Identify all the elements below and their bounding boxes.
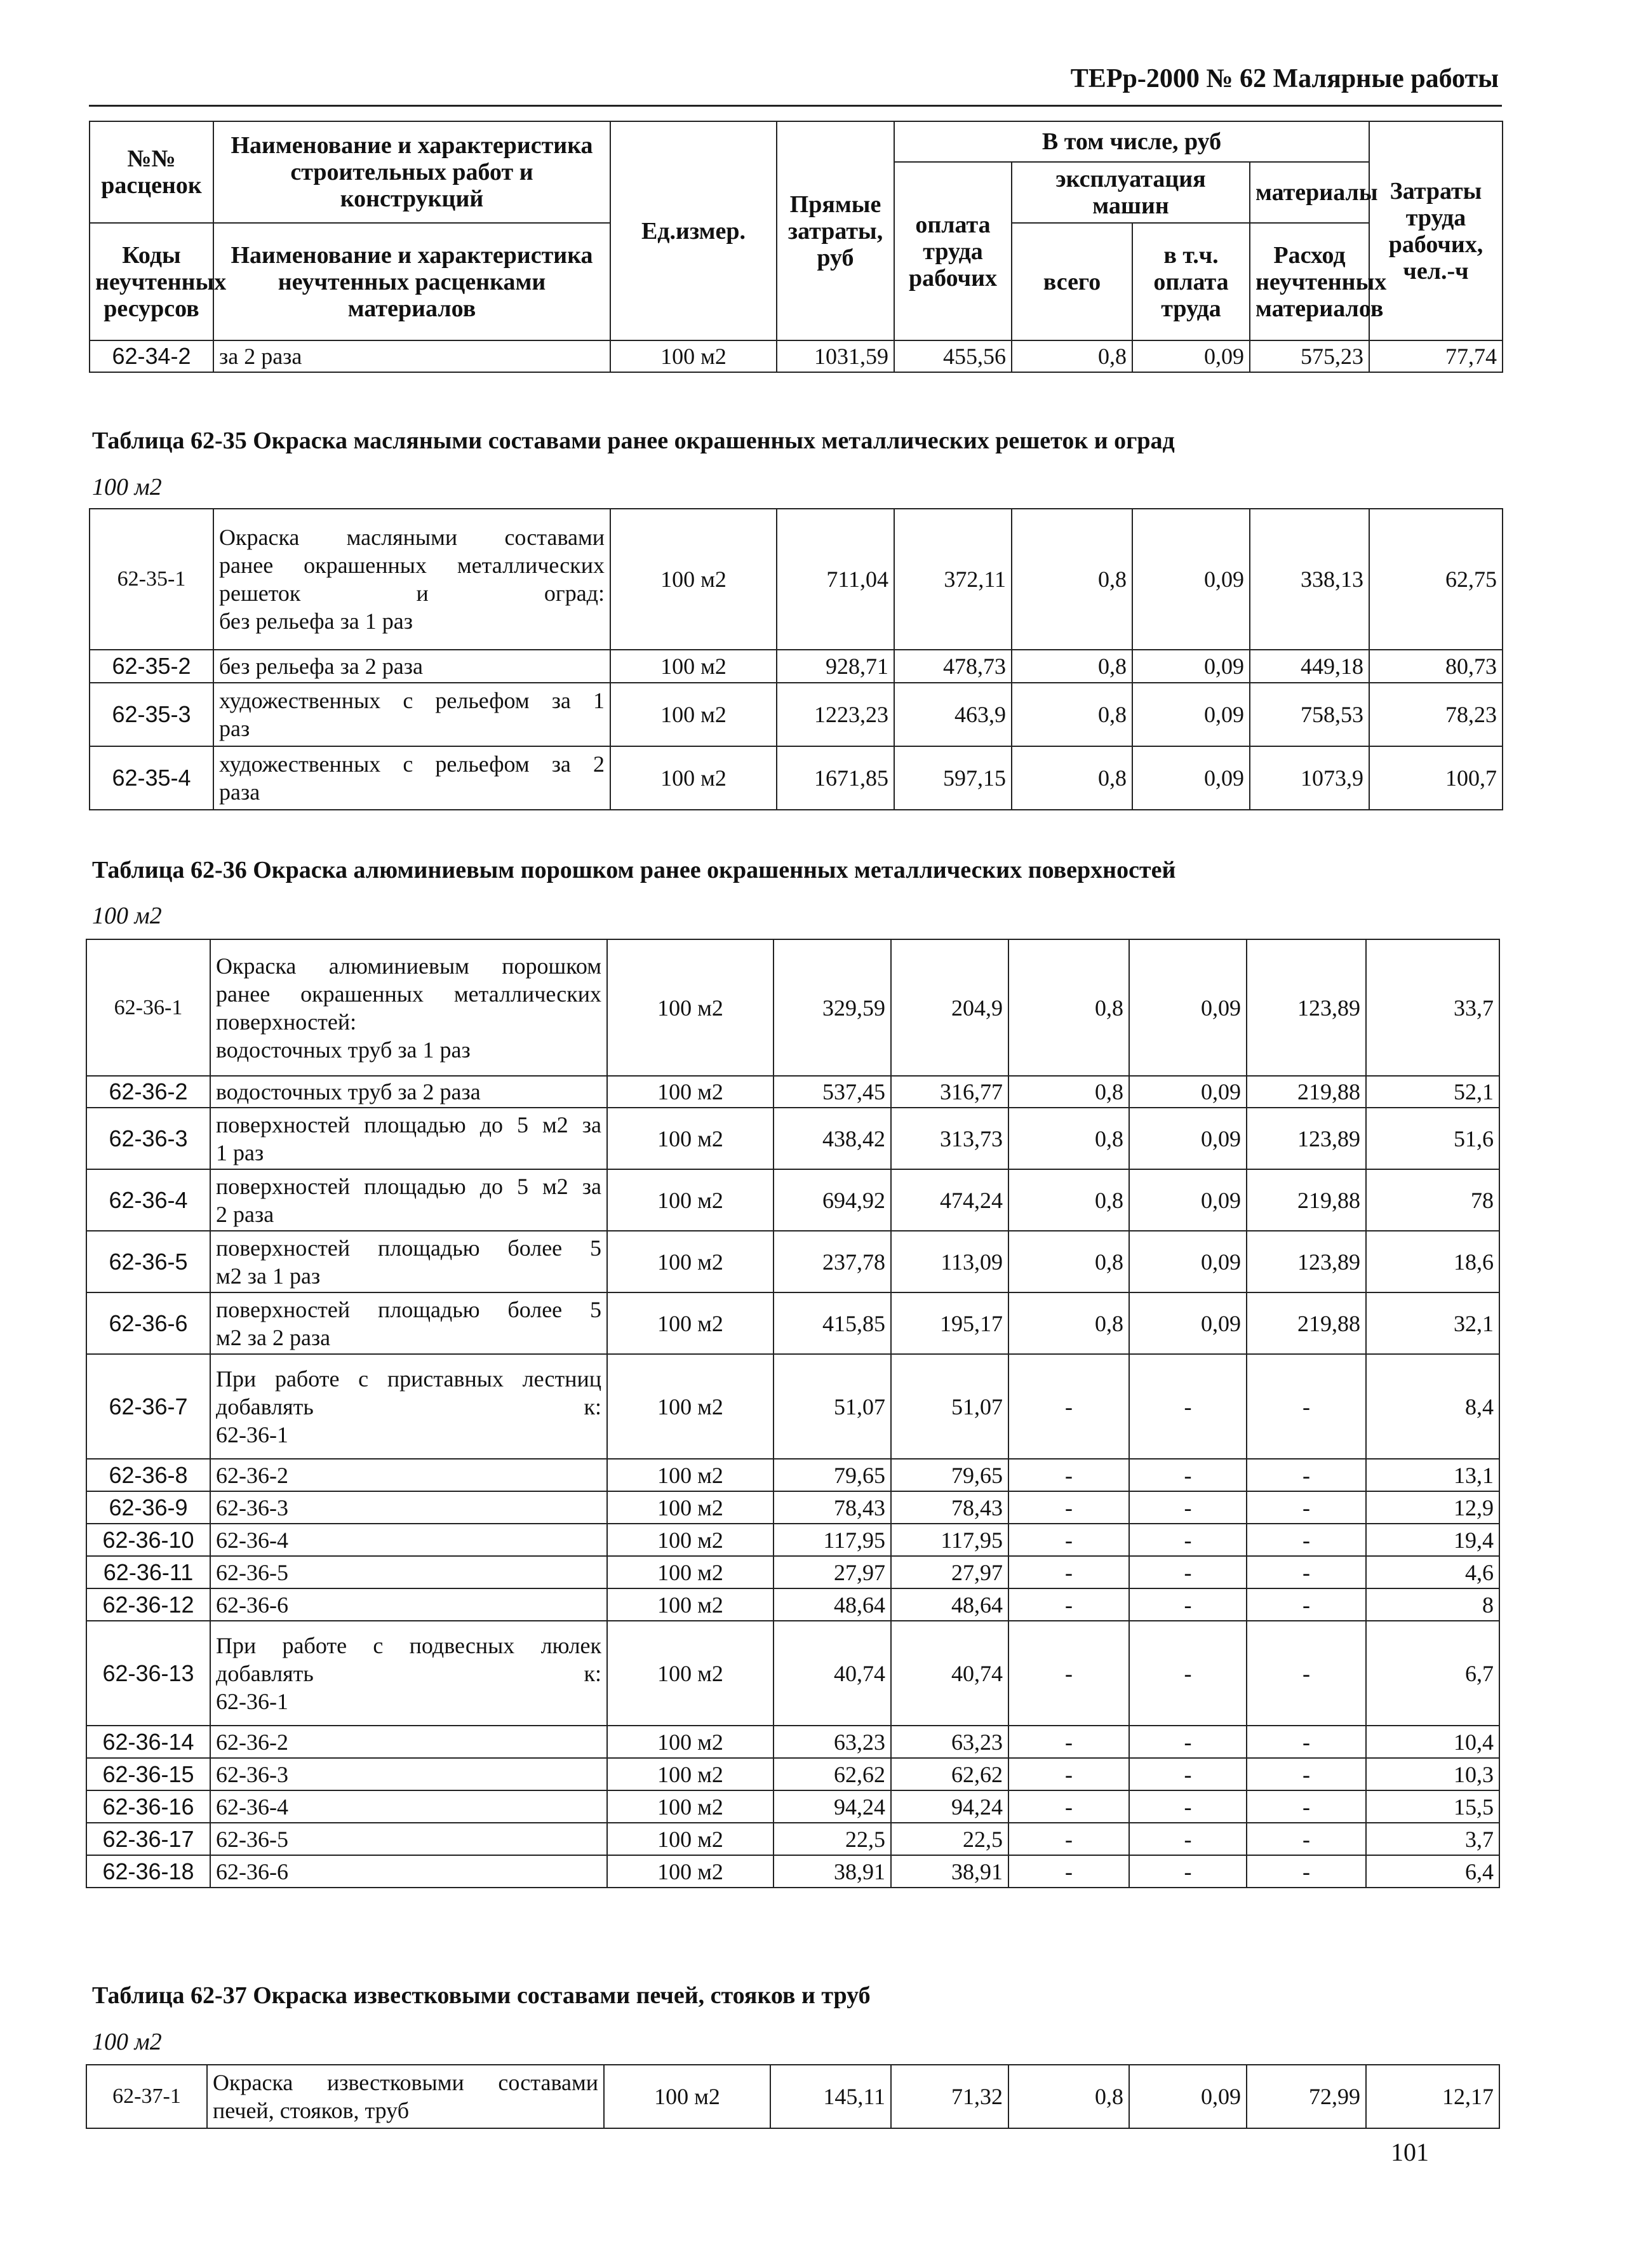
header-table [89,121,1503,373]
row-code: 62-36-11 [86,1556,210,1588]
row-unit: 100 м2 [607,1524,773,1556]
col-materials: материалы [1250,162,1369,223]
row-direct: 62,62 [773,1758,891,1790]
table-row [90,509,1503,650]
row-direct: 329,59 [773,939,891,1076]
table-35 [89,508,1503,810]
page-number: 101 [1391,2138,1429,2166]
row-mach-pay: 0,09 [1129,1076,1247,1108]
row-hours: 12,9 [1366,1491,1499,1524]
row-name: без рельефа за 2 раза [213,650,610,683]
header-rule [89,105,1502,107]
table-row [86,1108,1499,1169]
row-unit: 100 м2 [607,1790,773,1823]
row-labor: 51,07 [891,1354,1008,1459]
row-unit: 100 м2 [610,683,777,746]
row-mach: - [1008,1823,1129,1855]
row-unit: 100 м2 [607,1292,773,1354]
row-labor: 38,91 [891,1855,1008,1888]
row-name: При работе с приставных лестниц добавлять к: 62-36-1 [210,1354,607,1459]
row-mach: 0,8 [1008,1292,1129,1354]
row-direct: 145,11 [770,2065,891,2128]
table-36-caption: Таблица 62-36 Окраска алюминиевым порошком ранее окрашенных металлических поверхностей [92,857,1176,883]
col-unaccounted: Расход неучтенных материалов [1250,223,1369,340]
table-35-units: 100 м2 [92,474,162,500]
table-row [86,1491,1499,1524]
row-mat: 338,13 [1250,509,1369,650]
table-37-caption: Таблица 62-37 Окраска известковыми составами печей, стояков и труб [92,1982,871,2009]
row-mach-pay: 0,09 [1132,746,1250,810]
row-code: 62-36-3 [86,1108,210,1169]
row-hours: 33,7 [1366,939,1499,1076]
row-unit: 100 м2 [607,1758,773,1790]
row-mach: 0,8 [1008,1076,1129,1108]
row-mat: - [1247,1823,1366,1855]
row-code: 62-35-3 [90,683,213,746]
row-name: Окраска известковыми составами печей, стояков, труб [207,2065,604,2128]
row-hours: 6,4 [1366,1855,1499,1888]
row-mach-pay: 0,09 [1129,1231,1247,1292]
row-unit: 100 м2 [607,1621,773,1726]
row-mach: 0,8 [1012,650,1132,683]
row-name: 62-36-6 [210,1588,607,1621]
row-code: 62-36-6 [86,1292,210,1354]
row-mat: - [1247,1758,1366,1790]
row-hours: 32,1 [1366,1292,1499,1354]
row-code: 62-36-17 [86,1823,210,1855]
table-row [86,1823,1499,1855]
row-labor: 40,74 [891,1621,1008,1726]
row-direct: 1671,85 [777,746,894,810]
row-mach: - [1008,1491,1129,1524]
row-hours: 78,23 [1369,683,1503,746]
row-direct: 694,92 [773,1169,891,1231]
row-labor: 316,77 [891,1076,1008,1108]
row-hours: 51,6 [1366,1108,1499,1169]
table-36 [86,939,1500,1888]
row-mat: 72,99 [1247,2065,1366,2128]
row-direct: 40,74 [773,1621,891,1726]
row-mach-pay: - [1129,1459,1247,1491]
row-mat: 219,88 [1247,1292,1366,1354]
row-mat: - [1247,1459,1366,1491]
row-mat: - [1247,1556,1366,1588]
row-mach-pay: - [1129,1556,1247,1588]
row-hours: 4,6 [1366,1556,1499,1588]
row-labor: 63,23 [891,1726,1008,1758]
row-name: водосточных труб за 2 раза [210,1076,607,1108]
col-machines-total: всего [1012,223,1132,340]
row-name: художественных с рельефом за 1 раз [213,683,610,746]
row-unit: 100 м2 [607,1169,773,1231]
row-unit: 100 м2 [610,340,777,372]
col-name-bottom: Наименование и характеристика неучтенных расценками материалов [213,223,610,340]
col-including: В том числе, руб [894,121,1369,162]
row-direct: 1223,23 [777,683,894,746]
row-code: 62-36-13 [86,1621,210,1726]
row-unit: 100 м2 [604,2065,770,2128]
row-code: 62-36-1 [86,939,210,1076]
row-unit: 100 м2 [607,1855,773,1888]
row-mach: - [1008,1621,1129,1726]
table-row [86,1524,1499,1556]
table-row [86,1790,1499,1823]
row-labor: 313,73 [891,1108,1008,1169]
row-direct: 1031,59 [777,340,894,372]
row-direct: 78,43 [773,1491,891,1524]
table-row [90,683,1503,746]
row-labor: 204,9 [891,939,1008,1076]
row-mach: 0,8 [1008,1108,1129,1169]
table-row [86,1459,1499,1491]
row-mach-pay: - [1129,1621,1247,1726]
table-row [86,1556,1499,1588]
row-mach: - [1008,1556,1129,1588]
row-direct: 711,04 [777,509,894,650]
row-hours: 10,3 [1366,1758,1499,1790]
row-direct: 237,78 [773,1231,891,1292]
row-name: 62-36-3 [210,1758,607,1790]
table-row [86,1855,1499,1888]
row-labor: 94,24 [891,1790,1008,1823]
table-row [86,1354,1499,1459]
row-code: 62-36-7 [86,1354,210,1459]
row-name: При работе с подвесных люлек добавлять к: 62-36-1 [210,1621,607,1726]
row-unit: 100 м2 [607,939,773,1076]
row-hours: 3,7 [1366,1823,1499,1855]
row-labor: 27,97 [891,1556,1008,1588]
table-row [86,1231,1499,1292]
row-code: 62-36-2 [86,1076,210,1108]
row-code: 62-35-2 [90,650,213,683]
row-mach: - [1008,1726,1129,1758]
row-mach-pay: - [1129,1491,1247,1524]
row-hours: 19,4 [1366,1524,1499,1556]
row-unit: 100 м2 [610,650,777,683]
row-labor: 455,56 [894,340,1012,372]
row-name: поверхностей площадью более 5 м2 за 2 раза [210,1292,607,1354]
row-labor: 71,32 [891,2065,1008,2128]
row-code: 62-36-10 [86,1524,210,1556]
row-mat: 575,23 [1250,340,1369,372]
row-labor: 478,73 [894,650,1012,683]
table-row [86,1621,1499,1726]
table-row [90,650,1503,683]
row-labor: 79,65 [891,1459,1008,1491]
row-direct: 51,07 [773,1354,891,1459]
table-row [86,1758,1499,1790]
row-mat: - [1247,1491,1366,1524]
row-direct: 438,42 [773,1108,891,1169]
row-hours: 100,7 [1369,746,1503,810]
table-row [86,1292,1499,1354]
col-labor-cost: Затраты труда рабочих, чел.-ч [1369,121,1503,340]
row-direct: 928,71 [777,650,894,683]
row-mach: 0,8 [1012,340,1132,372]
row-code: 62-36-18 [86,1855,210,1888]
row-code: 62-36-14 [86,1726,210,1758]
col-name-top: Наименование и характеристика строительных работ и конструкций [213,121,610,223]
row-hours: 78 [1366,1169,1499,1231]
row-direct: 63,23 [773,1726,891,1758]
row-mach-pay: 0,09 [1129,1108,1247,1169]
row-unit: 100 м2 [607,1588,773,1621]
row-mach-pay: 0,09 [1132,509,1250,650]
table-row [86,1076,1499,1108]
row-labor: 474,24 [891,1169,1008,1231]
row-hours: 13,1 [1366,1459,1499,1491]
row-labor: 113,09 [891,1231,1008,1292]
row-unit: 100 м2 [610,509,777,650]
table-37-units: 100 м2 [92,2029,162,2055]
row-mach: - [1008,1354,1129,1459]
row-unit: 100 м2 [607,1108,773,1169]
row-name: 62-36-4 [210,1524,607,1556]
row-unit: 100 м2 [610,746,777,810]
row-labor: 372,11 [894,509,1012,650]
row-name: Окраска масляными составами ранее окрашенных металлических решеток и оград: без рельефа за 1 раз [213,509,610,650]
row-mat: 123,89 [1247,1108,1366,1169]
row-mach: - [1008,1855,1129,1888]
row-unit: 100 м2 [607,1354,773,1459]
row-mach: 0,8 [1012,509,1132,650]
col-code-bottom: Коды неучтенных ресурсов [90,223,213,340]
row-mat: - [1247,1354,1366,1459]
row-direct: 22,5 [773,1823,891,1855]
row-code: 62-36-12 [86,1588,210,1621]
row-name: 62-36-5 [210,1823,607,1855]
row-mach: - [1008,1524,1129,1556]
row-hours: 80,73 [1369,650,1503,683]
row-code: 62-36-15 [86,1758,210,1790]
row-labor: 597,15 [894,746,1012,810]
row-mat: 219,88 [1247,1169,1366,1231]
row-name: 62-36-2 [210,1726,607,1758]
row-mach: 0,8 [1008,2065,1129,2128]
row-labor: 62,62 [891,1758,1008,1790]
row-labor: 78,43 [891,1491,1008,1524]
table-37 [86,2064,1500,2129]
row-name: Окраска алюминиевым порошком ранее окрашенных металлических поверхностей: водосточных труб за 1 раз [210,939,607,1076]
row-unit: 100 м2 [607,1459,773,1491]
col-machines-pay: в т.ч. оплата труда [1132,223,1250,340]
row-mach-pay: - [1129,1726,1247,1758]
row-hours: 18,6 [1366,1231,1499,1292]
row-name: 62-36-2 [210,1459,607,1491]
table-36-units: 100 м2 [92,903,162,929]
row-hours: 8 [1366,1588,1499,1621]
row-labor: 48,64 [891,1588,1008,1621]
row-hours: 15,5 [1366,1790,1499,1823]
col-direct: Прямые затраты, руб [777,121,894,340]
row-direct: 415,85 [773,1292,891,1354]
row-mach-pay: 0,09 [1132,650,1250,683]
row-direct: 27,97 [773,1556,891,1588]
row-mat: 758,53 [1250,683,1369,746]
row-direct: 94,24 [773,1790,891,1823]
table-row [86,1726,1499,1758]
row-mach-pay: 0,09 [1129,1169,1247,1231]
row-code: 62-35-4 [90,746,213,810]
row-mach: - [1008,1758,1129,1790]
row-hours: 10,4 [1366,1726,1499,1758]
row-mat: - [1247,1588,1366,1621]
row-direct: 79,65 [773,1459,891,1491]
row-labor: 117,95 [891,1524,1008,1556]
row-mat: - [1247,1621,1366,1726]
row-direct: 537,45 [773,1076,891,1108]
row-unit: 100 м2 [607,1823,773,1855]
col-code-top: №№ расценок [90,121,213,223]
row-name: 62-36-4 [210,1790,607,1823]
row-name: за 2 раза [213,340,610,372]
row-code: 62-36-8 [86,1459,210,1491]
row-unit: 100 м2 [607,1491,773,1524]
row-labor: 195,17 [891,1292,1008,1354]
row-unit: 100 м2 [607,1231,773,1292]
row-code: 62-36-5 [86,1231,210,1292]
row-direct: 38,91 [773,1855,891,1888]
row-direct: 48,64 [773,1588,891,1621]
row-mach-pay: - [1129,1354,1247,1459]
row-mach: 0,8 [1008,1169,1129,1231]
row-mach-pay: 0,09 [1132,683,1250,746]
row-hours: 6,7 [1366,1621,1499,1726]
row-mat: - [1247,1524,1366,1556]
row-code: 62-36-4 [86,1169,210,1231]
row-mat: 123,89 [1247,1231,1366,1292]
row-mat: - [1247,1855,1366,1888]
col-unit: Ед.измер. [610,121,777,340]
table-row [90,746,1503,810]
row-hours: 77,74 [1369,340,1503,372]
row-mat: 1073,9 [1250,746,1369,810]
row-name: 62-36-5 [210,1556,607,1588]
page-header-title: ТЕРр-2000 № 62 Малярные работы [1070,64,1499,93]
row-unit: 100 м2 [607,1076,773,1108]
row-name: художественных с рельефом за 2 раза [213,746,610,810]
row-unit: 100 м2 [607,1726,773,1758]
row-mat: 449,18 [1250,650,1369,683]
row-name: поверхностей площадью до 5 м2 за 2 раза [210,1169,607,1231]
row-name: поверхностей площадью до 5 м2 за 1 раз [210,1108,607,1169]
row-mach-pay: - [1129,1823,1247,1855]
row-code: 62-35-1 [90,509,213,650]
row-code: 62-36-16 [86,1790,210,1823]
row-mach-pay: 0,09 [1129,1292,1247,1354]
row-mach-pay: - [1129,1855,1247,1888]
row-code: 62-36-9 [86,1491,210,1524]
row-hours: 12,17 [1366,2065,1499,2128]
row-mach-pay: - [1129,1524,1247,1556]
row-mach: 0,8 [1008,1231,1129,1292]
row-name: поверхностей площадью более 5 м2 за 1 раз [210,1231,607,1292]
col-labor-pay: оплата труда рабочих [894,162,1012,340]
row-name: 62-36-6 [210,1855,607,1888]
row-mach-pay: - [1129,1790,1247,1823]
row-unit: 100 м2 [607,1556,773,1588]
row-hours: 52,1 [1366,1076,1499,1108]
row-mach: - [1008,1588,1129,1621]
table-row [86,1588,1499,1621]
row-mach-pay: 0,09 [1129,939,1247,1076]
row-mat: 219,88 [1247,1076,1366,1108]
row-mach: - [1008,1459,1129,1491]
row-mach-pay: 0,09 [1132,340,1250,372]
row-name: 62-36-3 [210,1491,607,1524]
row-hours: 62,75 [1369,509,1503,650]
row-mat: - [1247,1726,1366,1758]
table-row [86,939,1499,1076]
table-row [86,2065,1499,2128]
row-code: 62-34-2 [90,340,213,372]
row-mat: - [1247,1790,1366,1823]
row-mach: - [1008,1790,1129,1823]
table-row [86,1169,1499,1231]
row-code: 62-37-1 [86,2065,207,2128]
table-35-caption: Таблица 62-35 Окраска масляными составами ранее окрашенных металлических решеток и оград [92,427,1175,454]
row-mat: 123,89 [1247,939,1366,1076]
row-labor: 22,5 [891,1823,1008,1855]
row-mach-pay: - [1129,1758,1247,1790]
row-mach: 0,8 [1012,683,1132,746]
row-mach-pay: - [1129,1588,1247,1621]
row-mach-pay: 0,09 [1129,2065,1247,2128]
row-mach: 0,8 [1008,939,1129,1076]
col-machines: эксплуатация машин [1012,162,1250,223]
row-direct: 117,95 [773,1524,891,1556]
table-row [90,340,1503,372]
row-mach: 0,8 [1012,746,1132,810]
row-hours: 8,4 [1366,1354,1499,1459]
row-labor: 463,9 [894,683,1012,746]
